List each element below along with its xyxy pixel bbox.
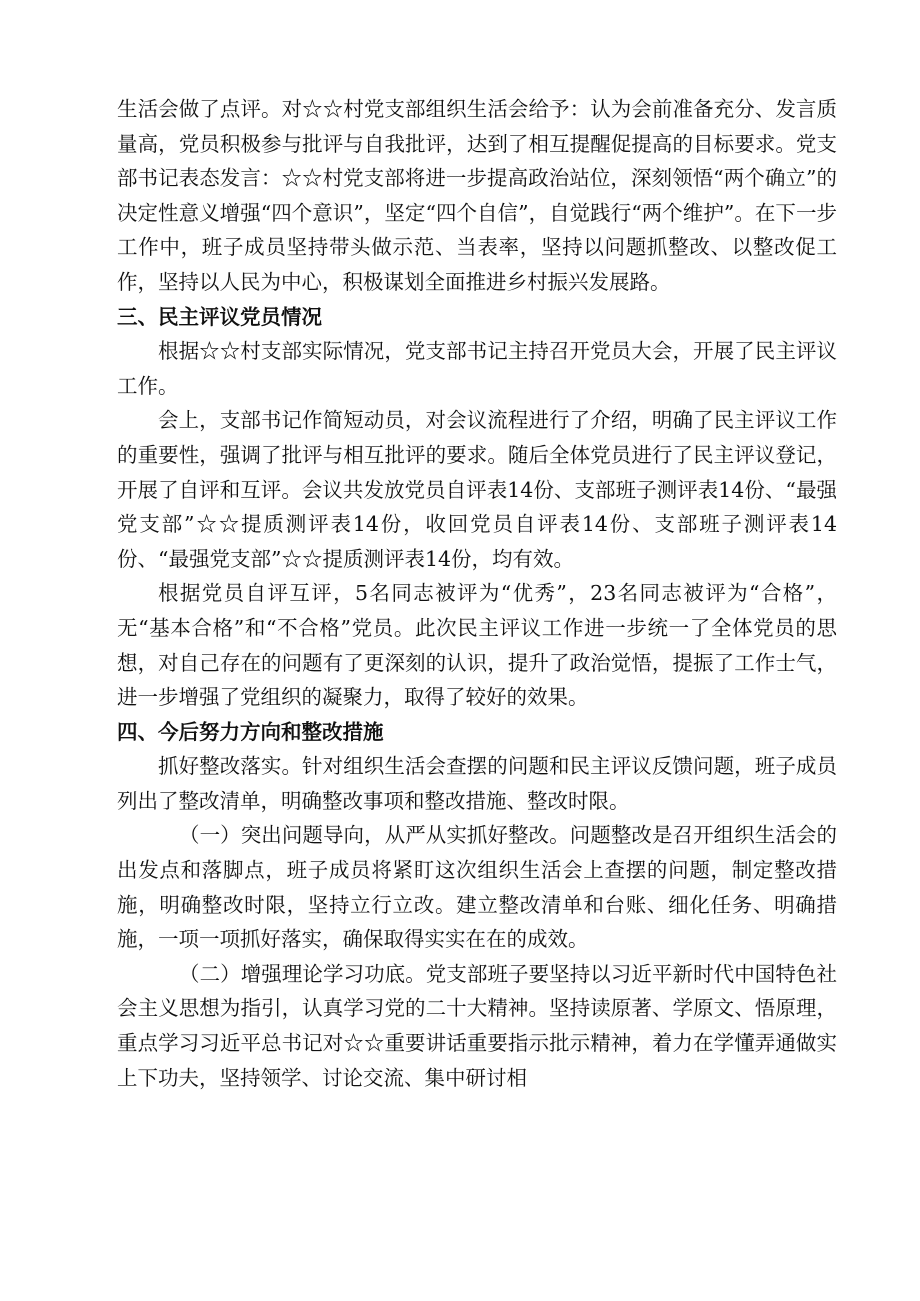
paragraph-evaluation-result: 根据党员自评互评，5名同志被评为“优秀”，23名同志被评为“合格”，无“基本合格”和“不合格”党员。此次民主评议工作进一步统一了全体党员的思想，对自己存在的问题有了更深刻的认识，提升了政治觉悟，提振了工作士气，进一步增强了党组织的凝聚力，取得了较好的效果。 (117, 581, 837, 710)
paragraph-evaluation-intro: 根据☆☆村支部实际情况，党支部书记主持召开党员大会，开展了民主评议工作。 (117, 339, 837, 398)
paragraph-rectification: 抓好整改落实。针对组织生活会查摆的问题和民主评议反馈问题，班子成员列出了整改清单，明确整改事项和整改措施、整改时限。 (117, 754, 837, 813)
paragraph-closing-review: 生活会做了点评。对☆☆村党支部组织生活会给予：认为会前准备充分、发言质量高，党员积极参与批评与自我批评，达到了相互提醒促提高的目标要求。党支部书记表态发言：☆☆村党支部将进一步提高政治站位，深刻领悟“两个确立”的决定性意义增强“四个意识”，坚定“四个自信”，自觉践行“两个维护”。在下一步工作中，班子成员坚持带头做示范、当表率，坚持以问题抓整改、以整改促工作，坚持以人民为中心，积极谋划全面推进乡村振兴发展路。 (117, 97, 837, 294)
paragraph-measure-1: （一）突出问题导向，从严从实抓好整改。问题整改是召开组织生活会的出发点和落脚点，班子成员将紧盯这次组织生活会上查摆的问题，制定整改措施，明确整改时限，坚持立行立改。建立整改清单和台账、细化任务、明确措施，一项一项抓好落实，确保取得实实在在的成效。 (117, 823, 837, 952)
paragraph-meeting-process: 会上，支部书记作简短动员，对会议流程进行了介绍，明确了民主评议工作的重要性，强调了批评与相互批评的要求。随后全体党员进行了民主评议登记，开展了自评和互评。会议共发放党员自评表14份、支部班子测评表14份、“最强党支部”☆☆提质测评表14份，收回党员自评表14份、支部班子测评表14份、“最强党支部”☆☆提质测评表14份，均有效。 (117, 408, 837, 571)
paragraph-measure-2: （二）增强理论学习功底。党支部班子要坚持以习近平新时代中国特色社会主义思想为指引，认真学习党的二十大精神。坚持读原著、学原文、悟原理，重点学习习近平总书记对☆☆重要讲话重要指示批示精神，着力在学懂弄通做实上下功夫，坚持领学、讨论交流、集中研讨相 (117, 961, 837, 1090)
section-heading-4: 四、今后努力方向和整改措施 (117, 719, 384, 744)
section-heading-3: 三、民主评议党员情况 (117, 304, 322, 329)
document-body (117, 92, 837, 1095)
